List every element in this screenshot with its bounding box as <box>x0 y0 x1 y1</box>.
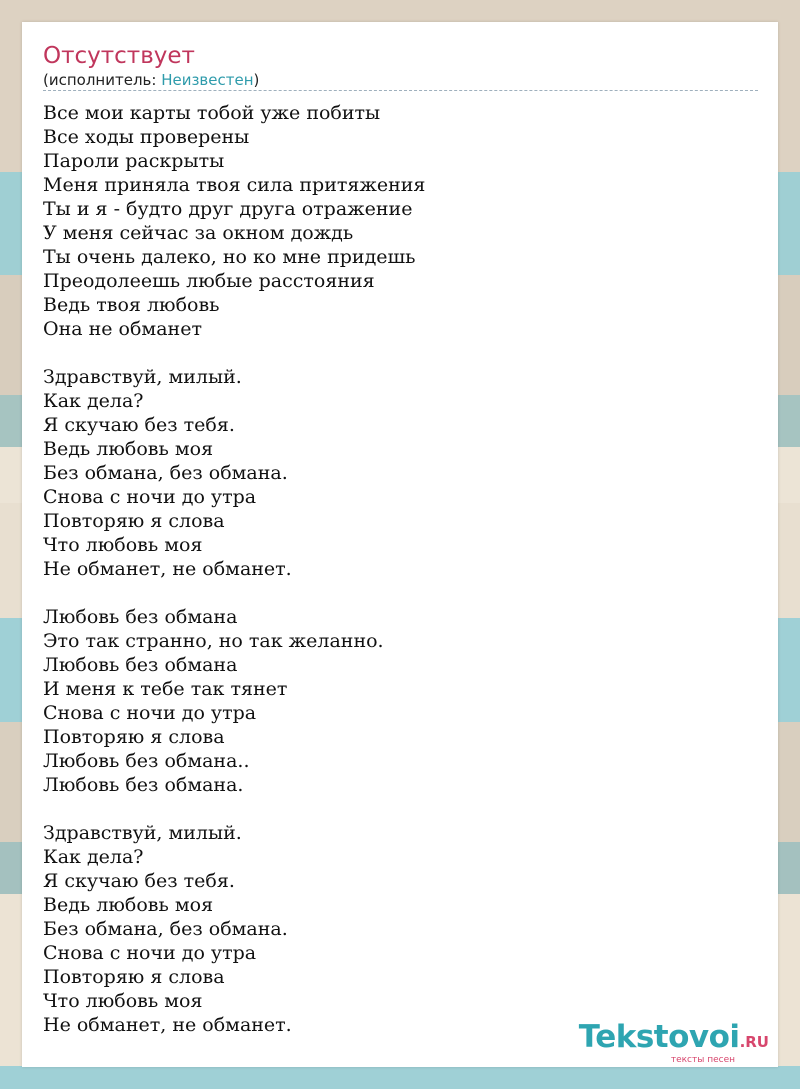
artist-line <box>43 70 259 90</box>
lyric-line: Я скучаю без тебя. <box>43 414 235 436</box>
artist-prefix: (исполнитель: <box>43 71 162 89</box>
lyric-line: Это так странно, но так желанно. <box>43 630 384 652</box>
lyrics-stanza <box>43 365 743 581</box>
song-title: Отсутствует <box>43 43 195 69</box>
lyric-line: Без обмана, без обмана. <box>43 462 288 484</box>
lyric-line: Ты очень далеко, но ко мне придешь <box>43 246 416 268</box>
lyrics-text <box>43 101 743 1037</box>
lyrics-stanza <box>43 821 743 1037</box>
lyric-line: Ведь любовь моя <box>43 894 214 916</box>
lyric-line: И меня к тебе так тянет <box>43 678 288 700</box>
lyric-line: Ты и я - будто друг друга отражение <box>43 198 413 220</box>
lyric-line: Ведь любовь моя <box>43 438 214 460</box>
divider <box>43 90 758 91</box>
lyric-line: У меня сейчас за окном дождь <box>43 222 354 244</box>
lyric-line: Любовь без обмана <box>43 654 238 676</box>
logo-name: Tekstovoi <box>578 1019 740 1055</box>
lyric-line: Я скучаю без тебя. <box>43 870 235 892</box>
lyric-line: Здравствуй, милый. <box>43 366 242 388</box>
lyric-line: Любовь без обмана.. <box>43 750 250 772</box>
lyric-line: Как дела? <box>43 390 144 412</box>
lyric-line: Снова с ночи до утра <box>43 942 257 964</box>
artist-link[interactable]: Неизвестен <box>161 71 254 89</box>
lyrics-stanza <box>43 101 743 341</box>
lyric-line: Без обмана, без обмана. <box>43 918 288 940</box>
site-logo[interactable] <box>579 1020 769 1065</box>
lyric-line: Снова с ночи до утра <box>43 486 257 508</box>
lyric-line: Повторяю я слова <box>43 966 225 988</box>
lyric-line: Повторяю я слова <box>43 726 225 748</box>
lyrics-stanza <box>43 605 743 797</box>
lyric-line: Что любовь моя <box>43 534 203 556</box>
lyric-line: Любовь без обмана <box>43 606 238 628</box>
lyric-line: Она не обманет <box>43 318 202 340</box>
logo-tld: .RU <box>739 1033 769 1051</box>
lyric-line: Ведь твоя любовь <box>43 294 220 316</box>
lyric-line: Пароли раскрыты <box>43 150 225 172</box>
lyric-line: Здравствуй, милый. <box>43 822 242 844</box>
lyric-line: Снова с ночи до утра <box>43 702 257 724</box>
lyrics-card <box>22 22 778 1067</box>
artist-suffix: ) <box>253 71 260 89</box>
logo-tagline: тексты песен <box>670 1055 735 1065</box>
lyric-line: Все мои карты тобой уже побиты <box>43 102 381 124</box>
lyric-line: Все ходы проверены <box>43 126 250 148</box>
lyric-line: Не обманет, не обманет. <box>43 558 292 580</box>
lyric-line: Преодолеешь любые расстояния <box>43 270 375 292</box>
lyric-line: Меня приняла твоя сила притяжения <box>43 174 426 196</box>
lyric-line: Любовь без обмана. <box>43 774 244 796</box>
lyric-line: Что любовь моя <box>43 990 203 1012</box>
lyric-line: Не обманет, не обманет. <box>43 1014 292 1036</box>
lyric-line: Как дела? <box>43 846 144 868</box>
lyric-line: Повторяю я слова <box>43 510 225 532</box>
